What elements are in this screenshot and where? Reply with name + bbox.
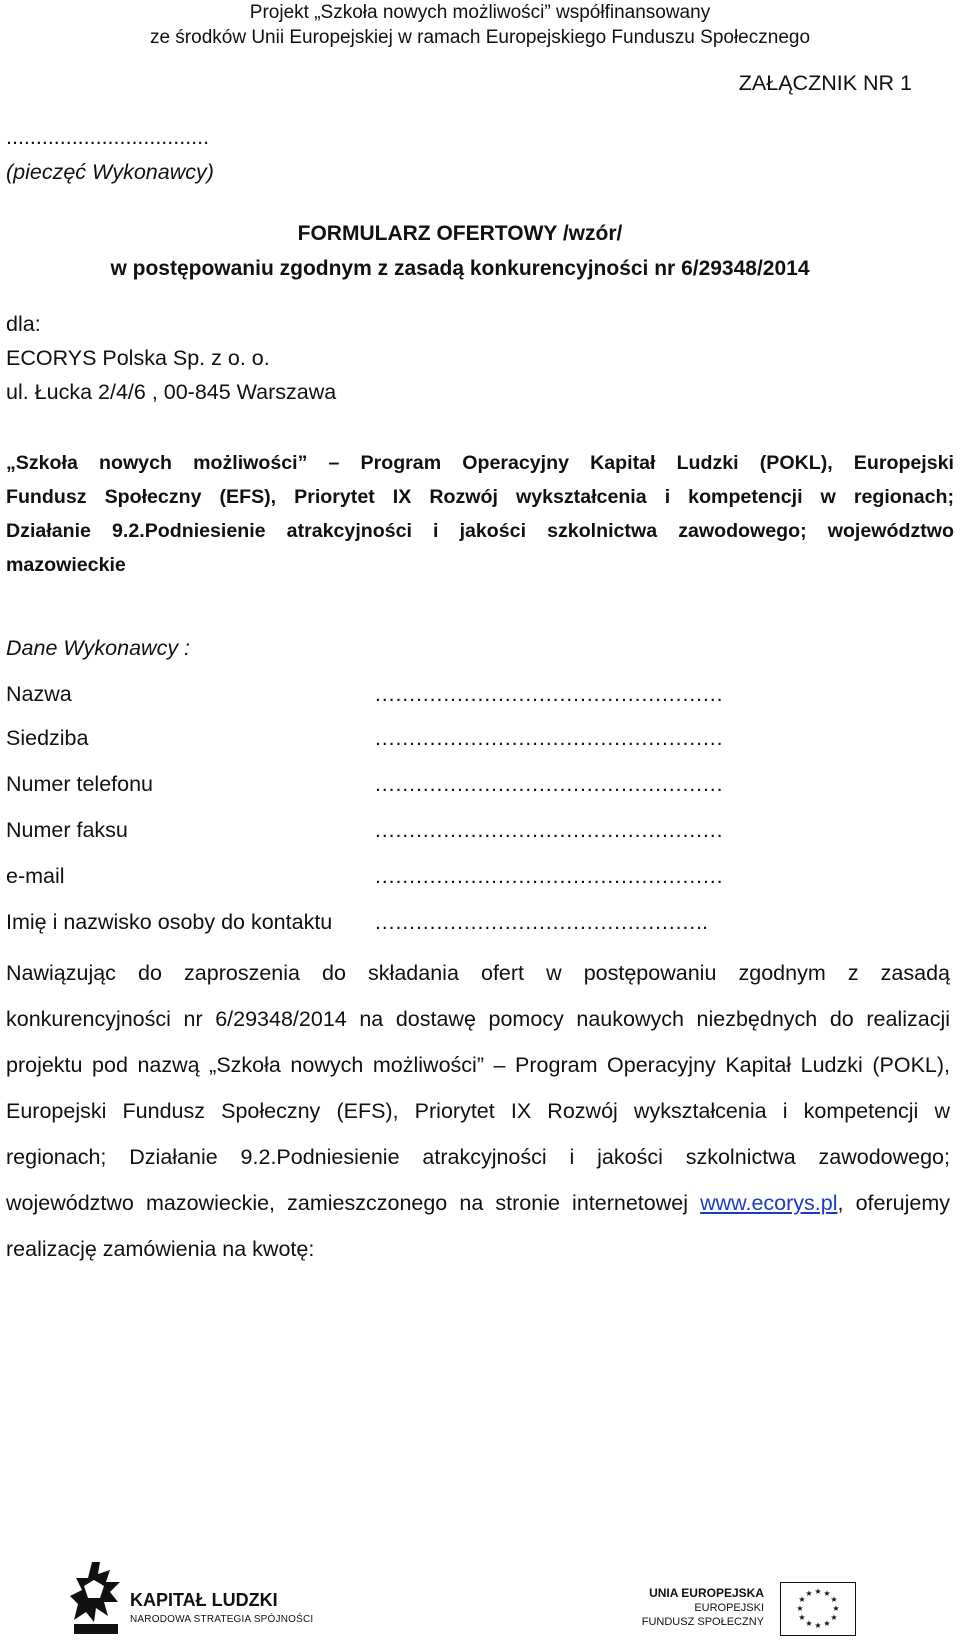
header-line-1: Projekt „Szkoła nowych możliwości” współfinansowany (249, 2, 711, 23)
stamp-dots: .................................. (6, 125, 210, 149)
eu-logo-line-2: EUROPEJSKI (694, 1602, 764, 1614)
svg-text:★: ★ (798, 1595, 806, 1604)
field-numer-telefonu (6, 772, 906, 802)
eu-logo-line-1: UNIA EUROPEJSKA (649, 1586, 764, 1600)
form-subtitle: w postępowaniu zgodnym z zasadą konkurencyjności nr 6/29348/2014 (110, 257, 810, 280)
kapital-ludzki-emblem-icon (70, 1560, 122, 1636)
recipient-dla: dla: (6, 312, 41, 336)
svg-text:★: ★ (823, 1619, 831, 1628)
stamp-label: (pieczęć Wykonawcy) (6, 160, 214, 184)
svg-text:★: ★ (805, 1589, 813, 1598)
field-nazwa (6, 682, 906, 712)
field-value[interactable]: …………………………………………. (374, 910, 707, 934)
field-value[interactable]: …………………………………………… (374, 682, 723, 706)
recipient-name: ECORYS Polska Sp. z o. o. (6, 346, 270, 370)
field-email (6, 864, 906, 894)
header-line-2: ze środków Unii Europejskiej w ramach Europejskiego Funduszu Społecznego (149, 27, 811, 48)
field-label: Imię i nazwisko osoby do kontaktu (6, 910, 333, 934)
svg-text:★: ★ (830, 1595, 838, 1604)
recipient-address: ul. Łucka 2/4/6 , 00-845 Warszawa (6, 380, 337, 404)
field-label: Numer telefonu (6, 772, 153, 796)
field-label: Nazwa (6, 682, 72, 706)
svg-text:★: ★ (832, 1604, 840, 1613)
svg-text:★: ★ (796, 1604, 804, 1613)
form-title: FORMULARZ OFERTOWY /wzór/ (297, 222, 623, 245)
field-value[interactable]: …………………………………………… (374, 818, 723, 842)
field-label: e-mail (6, 864, 65, 888)
field-value[interactable]: …………………………………………… (374, 772, 723, 796)
svg-text:★: ★ (805, 1619, 813, 1628)
project-info-line-1: „Szkoła nowych możliwości” – Program Operacyjny Kapitał Ludzki (POKL), Europejski (6, 452, 954, 474)
svg-text:★: ★ (814, 1621, 822, 1630)
field-value[interactable]: …………………………………………… (374, 864, 723, 888)
project-info-line-3: Działanie 9.2.Podniesienie atrakcyjności i jakości szkolnictwa zawodowego; województwo (6, 520, 954, 542)
eu-logo-line-3: FUNDUSZ SPOŁECZNY (641, 1616, 764, 1628)
annex-label: ZAŁĄCZNIK NR 1 (738, 71, 912, 95)
offer-paragraph (6, 950, 950, 1272)
contractor-heading: Dane Wykonawcy : (6, 636, 191, 660)
field-osoba-kontaktowa (6, 910, 906, 940)
svg-text:★: ★ (814, 1587, 822, 1596)
project-info-line-4: mazowieckie (6, 554, 126, 576)
ecorys-link[interactable]: www.ecorys.pl (700, 1191, 838, 1215)
project-info-line-2: Fundusz Społeczny (EFS), Priorytet IX Rozwój wykształcenia i kompetencji w regionach; (6, 486, 954, 508)
field-label: Siedziba (6, 726, 89, 750)
eu-logo (600, 1580, 860, 1640)
offer-text: Nawiązując do zaproszenia do składania ofert w postępowaniu zgodnym z zasadą konkurencyjności nr 6/29348/2014 na dostawę pomocy naukowych niezbędnych do realizacji projektu pod nazwą „Szkoła nowych możliwości” – Program Operacyjny Kapitał Ludzki (POKL), Europejski Fundusz Społeczny (EFS), Priorytet IX Rozwój wykształcenia i kompetencji w regionach; Działanie 9.2.Podniesienie atrakcyjności i jakości szkolnictwa zawodowego; województwo mazowieckie, zamieszczonego na stronie internetowej (6, 961, 950, 1215)
field-label: Numer faksu (6, 818, 128, 842)
field-numer-faksu (6, 818, 906, 848)
field-siedziba (6, 726, 906, 756)
kapital-ludzki-subtitle: NARODOWA STRATEGIA SPÓJNOŚCI (130, 1614, 314, 1625)
svg-text:★: ★ (830, 1613, 838, 1622)
svg-text:★: ★ (798, 1613, 806, 1622)
offer-text-end: , oferujemy realizację zamówienia na kwotę: (6, 1191, 950, 1261)
eu-flag-icon (780, 1582, 856, 1636)
kapital-ludzki-title: KAPITAŁ LUDZKI (130, 1590, 278, 1610)
svg-text:★: ★ (823, 1589, 831, 1598)
field-value[interactable]: …………………………………………… (374, 726, 723, 750)
kapital-ludzki-logo (70, 1560, 330, 1638)
